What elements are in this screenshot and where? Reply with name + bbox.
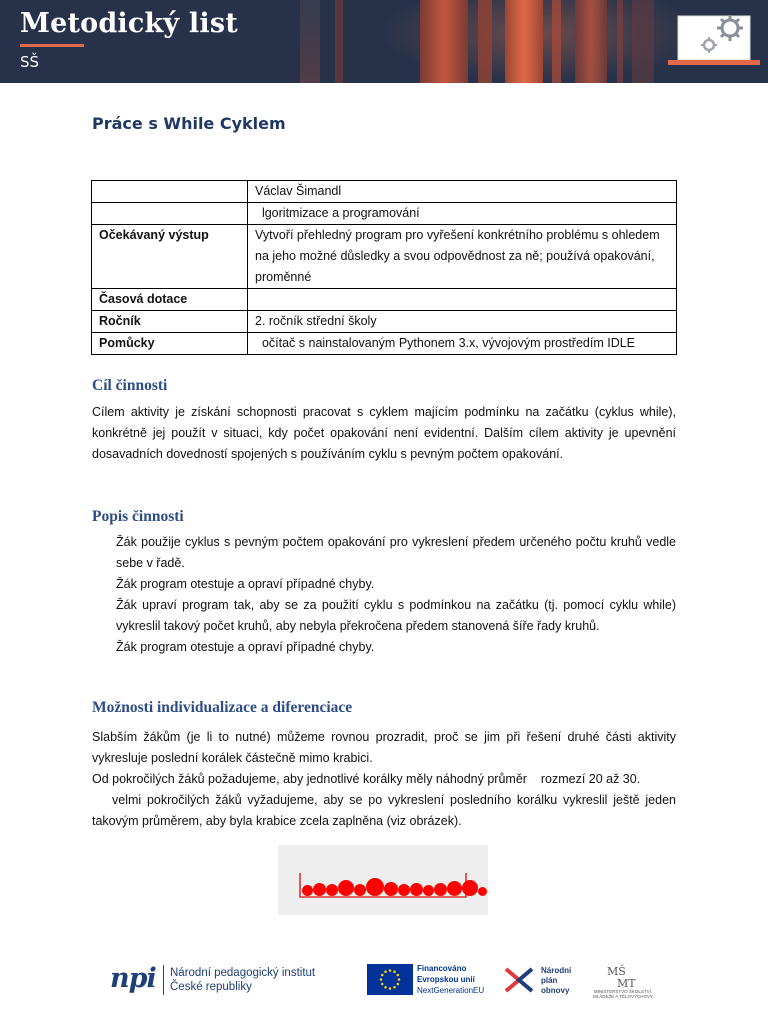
bead [447, 881, 462, 896]
page-title: Práce s While Cyklem [92, 114, 286, 133]
bead [462, 880, 478, 896]
table-value: Vytvoří přehledný program pro vyřešení konkrétního problému s ohledem na jeho možné důsledky a svou odpovědnost za ně; používá opakování, proměnné [248, 225, 677, 289]
bead [434, 883, 447, 896]
banner-stripe [335, 0, 343, 83]
eu-star [397, 983, 400, 986]
section-text-moznosti-2: Od pokročilých žáků požadujeme, aby jednotlivé korálky měly náhodný průměr rozmezí 20 až 30. [92, 772, 641, 786]
banner-stripe [505, 0, 543, 83]
eu-star [389, 987, 392, 990]
npo-text [541, 966, 571, 996]
table-row [92, 225, 677, 289]
eu-star [397, 974, 400, 977]
bead [338, 880, 354, 896]
eu-line1: Financováno [417, 964, 467, 973]
banner-stripe [617, 0, 623, 83]
npo-line1: Národní [541, 966, 572, 975]
list-item: Žák program otestuje a opraví případné chyby. [116, 577, 375, 591]
banner-title: Metodický list [20, 8, 238, 39]
table-row [92, 289, 677, 311]
npi-name-line1: Národní pedagogický institut [170, 967, 316, 979]
npo-line2: plán [541, 976, 558, 985]
table-row [92, 311, 677, 333]
npo-logo-icon [502, 965, 536, 995]
eu-star [380, 978, 383, 981]
list-item: Žák použije cyklus s pevným počtem opakování pro vykreslení předem určeného počtu kruhů vedle sebe v řadě. [116, 535, 676, 570]
banner-stripe [478, 0, 492, 83]
section-text-moznosti-1: Slabším žákům (je li to nutné) můžeme rovnou prozradit, proč se jim při řešení druhé části aktivity vykresluje poslední korálek částečně mimo krabici. [92, 730, 676, 765]
svg-text:MŠ: MŠ [607, 965, 626, 978]
table-row [92, 333, 677, 355]
section-text-moznosti-3: velmi pokročilých žáků vyžadujeme, aby se po vykreslení posledního korálku vykreslil ještě jeden takovým průměrem, aby byla krabice zcela zaplněna (viz obrázek). [92, 793, 676, 828]
banner-stripe [300, 0, 320, 83]
section-text-cil: Cílem aktivity je získání schopnosti pracovat s cyklem majícím podmínku na začátku (cyklus while), konkrétně jej použít v situaci, kdy počet opakování není evidentní. Dalším cílem aktivity je upevnění dosavadních dovedností spojených s používáním cyklu s pevným počtem opakování. [92, 405, 676, 461]
table-value: 2. ročník střední školy [248, 311, 677, 333]
bead [398, 884, 410, 896]
msmt-text: MINISTERSTVO ŠKOLSTVÍ, MLÁDEŽE A TĚLOVÝCHOVY [593, 989, 653, 999]
header-banner [0, 0, 768, 83]
list-item: Žák upraví program tak, aby se za použití cyklu s podmínkou na začátku (tj. pomocí cyklu while) vykreslil takový počet kruhů, aby nebyla překročena předem stanovená šíře řady kruhů. [116, 598, 676, 633]
beads-figure [278, 845, 488, 915]
eu-line3: NextGenerationEU [417, 986, 485, 995]
banner-accent-rule [20, 44, 84, 47]
info-table [91, 180, 677, 355]
npi-name [170, 966, 315, 994]
table-key: Časová dotace [92, 289, 248, 311]
npi-name-line2: České republiky [170, 981, 252, 993]
eu-line2: Evropskou unií [417, 975, 475, 984]
bead [313, 883, 326, 896]
msmt-logo-icon [605, 963, 639, 989]
table-key: Ročník [92, 311, 248, 333]
bead [384, 882, 398, 896]
npi-divider [163, 965, 164, 995]
table-key [92, 181, 248, 203]
bead [366, 878, 384, 896]
table-value: lgoritmizace a programování [248, 203, 677, 225]
banner-subtitle: SŠ [20, 53, 40, 71]
list-item: Žák program otestuje a opraví případné chyby. [116, 640, 375, 654]
eu-star [393, 970, 396, 973]
bead [478, 887, 487, 896]
table-row [92, 203, 677, 225]
table-value: Václav Šimandl [248, 181, 677, 203]
eu-star [381, 983, 384, 986]
table-value: očítač s nainstalovaným Pythonem 3.x, vývojovým prostředím IDLE [248, 333, 677, 355]
beads-in-box-image [278, 845, 488, 915]
bead [354, 884, 366, 896]
table-row [92, 181, 677, 203]
bead [326, 884, 338, 896]
eu-star [381, 974, 384, 977]
eu-star [393, 986, 396, 989]
banner-stripe [420, 0, 468, 83]
table-key [92, 203, 248, 225]
table-key: Očekávaný výstup [92, 225, 248, 289]
section-heading-popis: Popis činnosti [92, 508, 184, 525]
banner-stripe [552, 0, 561, 83]
laptop-gears-icon [668, 12, 760, 68]
table-key: Pomůcky [92, 333, 248, 355]
svg-text:MT: MT [617, 977, 636, 989]
eu-star [389, 969, 392, 972]
section-heading-cil: Cíl činnosti [92, 377, 168, 394]
bead [410, 883, 423, 896]
eu-flag-icon [367, 964, 413, 995]
npi-logo: npi [110, 963, 156, 994]
bead [423, 885, 434, 896]
eu-star [384, 986, 387, 989]
table-value [248, 289, 677, 311]
activity-list [116, 532, 676, 658]
banner-stripe [632, 0, 654, 83]
banner-stripe [575, 0, 607, 83]
footer-logos [0, 955, 768, 1005]
eu-star [398, 978, 401, 981]
eu-star [384, 970, 387, 973]
eu-funding-text [417, 963, 484, 996]
npo-line3: obnovy [541, 986, 570, 995]
section-heading-moznosti: Možnosti individualizace a diferenciace [92, 699, 353, 716]
bead [302, 885, 313, 896]
